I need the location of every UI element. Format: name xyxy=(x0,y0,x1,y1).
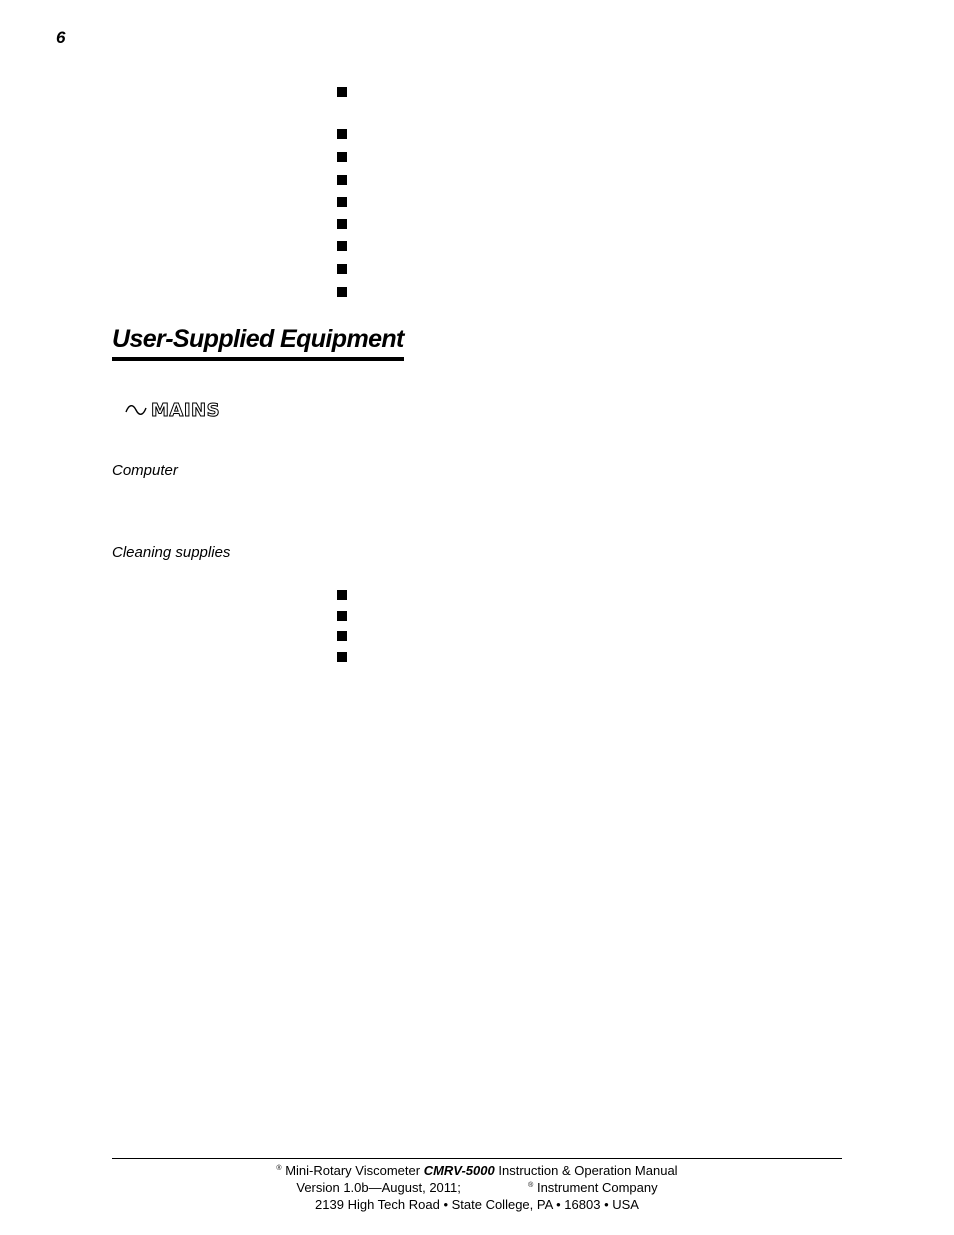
list-bullet xyxy=(337,631,347,641)
list-bullet xyxy=(337,611,347,621)
cleaning-supplies-label: Cleaning supplies xyxy=(112,544,231,561)
footer-manual-title: Instruction & Operation Manual xyxy=(498,1163,678,1178)
list-bullet xyxy=(337,590,347,600)
footer-product: Mini-Rotary Viscometer xyxy=(285,1163,421,1178)
registered-mark: ® xyxy=(276,1165,282,1172)
computer-label: Computer xyxy=(112,462,178,479)
list-bullet xyxy=(337,219,347,229)
footer-line-1 xyxy=(0,1163,954,1178)
footer-line-3 xyxy=(0,1197,954,1212)
list-bullet xyxy=(337,287,347,297)
footer-version: Version 1.0b—August, 2011; xyxy=(296,1180,461,1195)
list-bullet xyxy=(337,129,347,139)
footer-address: 2139 High Tech Road • State College, PA • 16803 • USA xyxy=(315,1197,639,1212)
footer-company: Instrument Company xyxy=(536,1180,658,1195)
footer-model: CMRV-5000 xyxy=(423,1163,495,1178)
list-bullet xyxy=(337,652,347,662)
page-number: 6 xyxy=(56,28,66,47)
footer-divider xyxy=(112,1158,842,1159)
list-bullet xyxy=(337,241,347,251)
footer-line-2 xyxy=(0,1180,954,1195)
list-bullet xyxy=(337,264,347,274)
mains-symbol xyxy=(124,398,220,422)
section-title: User-Supplied Equipment xyxy=(112,322,404,361)
list-bullet xyxy=(337,175,347,185)
list-bullet xyxy=(337,152,347,162)
registered-mark: ® xyxy=(528,1182,534,1189)
list-bullet xyxy=(337,197,347,207)
list-bullet xyxy=(337,87,347,97)
mains-label: MAINS xyxy=(151,399,221,421)
ac-wave-icon xyxy=(124,403,148,417)
